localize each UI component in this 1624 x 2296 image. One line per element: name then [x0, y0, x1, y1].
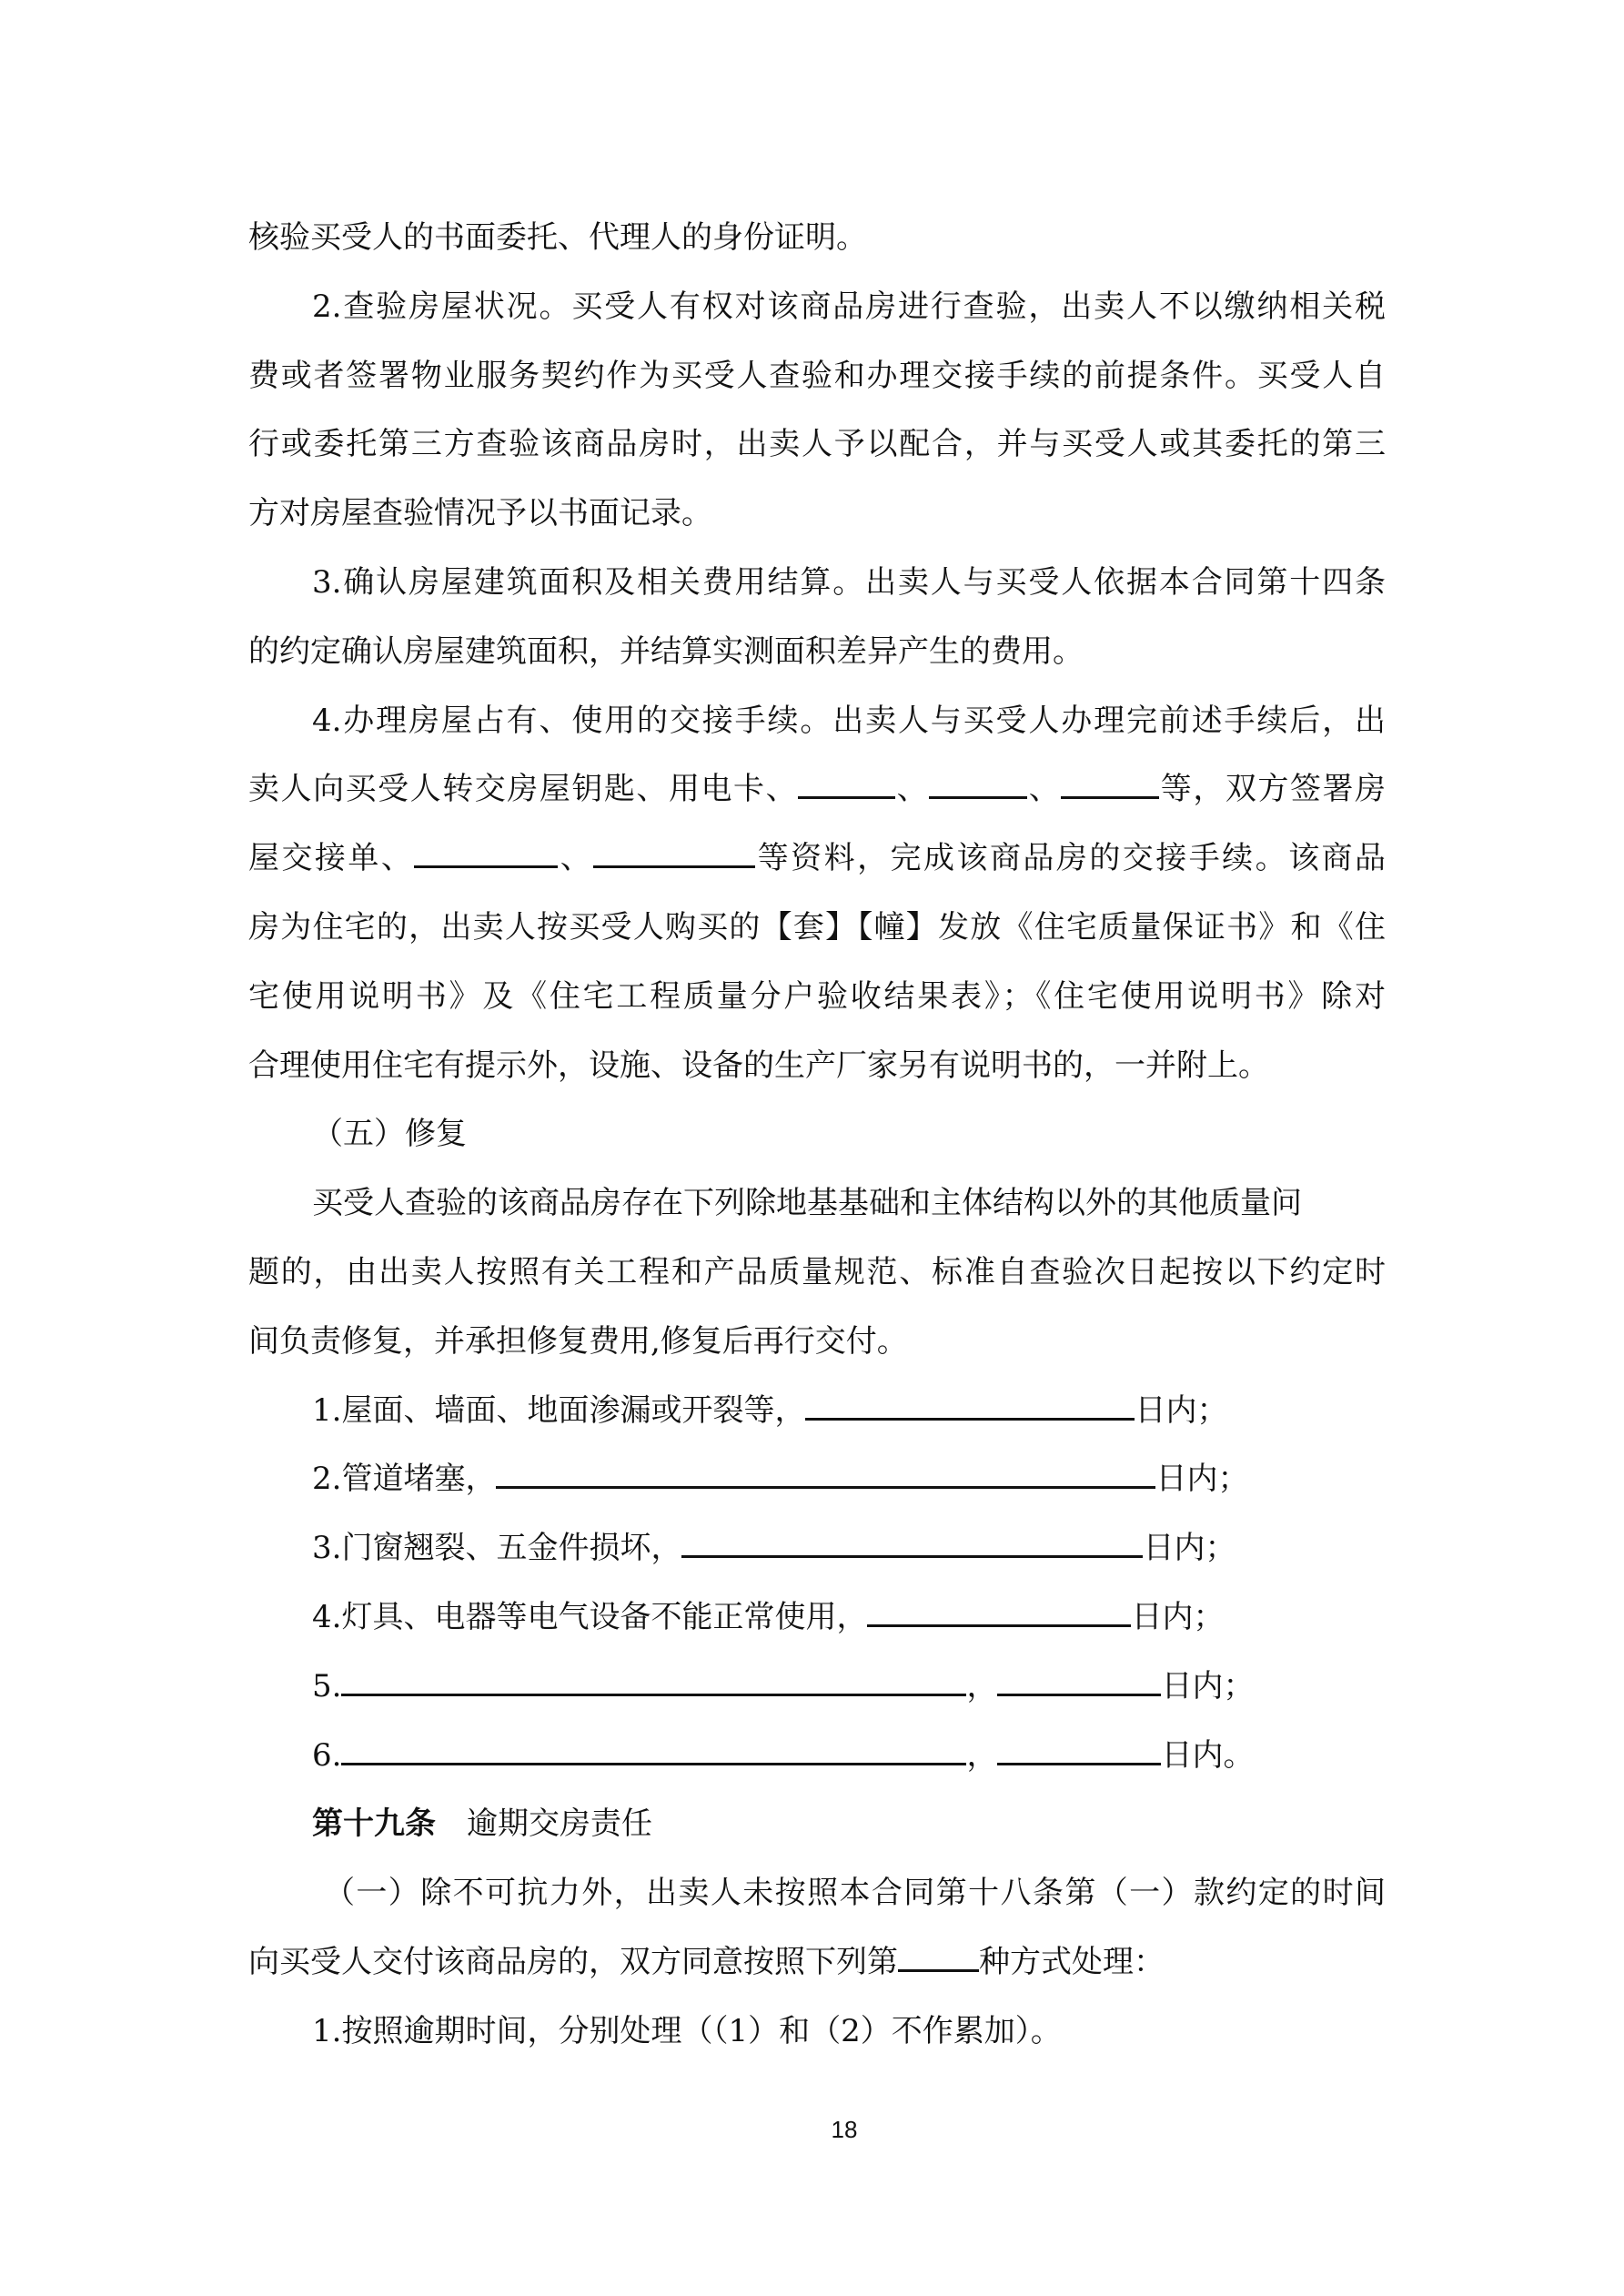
text-segment: 2.管道堵塞， — [312, 1461, 497, 1498]
text-segment: 合理使用住宅有提示外，设施、设备的生产厂家另有说明书的，一并附上。 — [248, 1047, 1269, 1084]
fill-in-blank[interactable] — [414, 836, 558, 868]
text-segment: 费或者签署物业服务契约作为买受人查验和办理交接手续的前提条件。买受人自 — [248, 357, 1386, 394]
text-segment: 卖人向买受人转交房屋钥匙、用电卡、 — [248, 771, 799, 808]
text-segment: 日内； — [1135, 1391, 1228, 1429]
text-line — [312, 1444, 1386, 1513]
text-segment: 向买受人交付该商品房的，双方同意按照下列第 — [248, 1944, 898, 1980]
text-segment: 、 — [558, 840, 594, 877]
article-number: 第十九条 — [312, 1805, 436, 1843]
text-line — [248, 203, 1386, 272]
text-line — [324, 1858, 1386, 1927]
fill-in-blank[interactable] — [1061, 767, 1159, 799]
text-segment: 题的，由出卖人按照有关工程和产品质量规范、标准自查验次日起按以下约定时 — [248, 1254, 1386, 1290]
fill-in-blank[interactable] — [798, 767, 895, 799]
fill-in-blank[interactable] — [341, 1734, 966, 1765]
text-line — [312, 1583, 1386, 1652]
text-line — [248, 341, 1386, 410]
text-line — [312, 1652, 1386, 1721]
text-segment: （一）除不可抗力外，出卖人未按照本合同第十八条第（一）款约定的时间 — [324, 1875, 1386, 1912]
text-line — [312, 1376, 1386, 1445]
text-segment: 日内； — [1143, 1530, 1236, 1567]
text-segment: 间负责修复，并承担修复费用,修复后再行交付。 — [248, 1322, 908, 1360]
fill-in-blank[interactable] — [867, 1595, 1131, 1627]
text-segment: 3.门窗翘裂、五金件损坏， — [312, 1530, 682, 1567]
text-segment: 日内。 — [1161, 1736, 1255, 1774]
fill-in-blank[interactable] — [898, 1940, 979, 1972]
text-line — [248, 479, 1386, 548]
text-segment: 逾期交房责任 — [436, 1805, 652, 1843]
text-segment: 屋交接单、 — [248, 840, 415, 877]
text-line — [312, 1997, 1386, 2066]
text-segment: ， — [966, 1667, 998, 1704]
text-line — [248, 1307, 1386, 1376]
text-segment: 种方式处理： — [979, 1944, 1165, 1980]
fill-in-blank[interactable] — [805, 1389, 1135, 1421]
text-segment: （五）修复 — [312, 1116, 467, 1153]
page-number: 18 — [831, 2116, 858, 2143]
text-line — [248, 962, 1386, 1031]
text-segment: 4.办理房屋占有、使用的交接手续。出卖人与买受人办理完前述手续后，出 — [312, 702, 1386, 739]
fill-in-blank[interactable] — [496, 1457, 1155, 1489]
text-segment: 等资料，完成该商品房的交接手续。该商品 — [755, 840, 1387, 877]
text-line — [248, 824, 1386, 893]
text-line — [312, 272, 1386, 341]
fill-in-blank[interactable] — [593, 836, 755, 868]
text-segment: ， — [966, 1736, 998, 1774]
text-segment: 方对房屋查验情况予以书面记录。 — [248, 495, 712, 532]
text-segment: 、 — [1027, 771, 1062, 808]
text-segment: 日内； — [1161, 1667, 1255, 1704]
text-segment: 日内； — [1131, 1599, 1225, 1635]
text-line — [248, 617, 1386, 686]
text-segment: 2.查验房屋状况。买受人有权对该商品房进行查验，出卖人不以缴纳相关税 — [312, 288, 1386, 325]
text-line — [248, 893, 1386, 962]
text-line — [312, 1168, 1386, 1238]
fill-in-blank[interactable] — [341, 1664, 966, 1696]
text-line — [312, 1099, 1386, 1168]
text-segment: 6. — [312, 1736, 342, 1774]
text-segment: 4.灯具、电器等电气设备不能正常使用， — [312, 1599, 868, 1635]
text-line — [312, 1721, 1386, 1790]
text-segment: 1.屋面、墙面、地面渗漏或开裂等， — [312, 1391, 806, 1429]
text-line — [312, 686, 1386, 755]
text-segment: 日内； — [1155, 1461, 1249, 1498]
text-segment: 1.按照逾期时间，分别处理（（1）和（2）不作累加）。 — [312, 2012, 1062, 2049]
text-segment: 的约定确认房屋建筑面积，并结算实测面积差异产生的费用。 — [248, 632, 1084, 670]
text-segment: 3.确认房屋建筑面积及相关费用结算。出卖人与买受人依据本合同第十四条 — [312, 564, 1386, 601]
text-line — [248, 410, 1386, 479]
text-segment: 买受人查验的该商品房存在下列除地基基础和主体结构以外的其他质量问 — [312, 1185, 1302, 1222]
text-line — [248, 1927, 1386, 1997]
text-line — [312, 1513, 1386, 1583]
text-segment: 核验买受人的书面委托、代理人的身份证明。 — [248, 219, 867, 256]
text-segment: 、 — [895, 771, 930, 808]
text-segment: 房为住宅的，出卖人按买受人购买的【套】【幢】发放《住宅质量保证书》和《住 — [248, 909, 1386, 946]
text-line — [312, 548, 1386, 617]
text-line — [248, 1031, 1386, 1100]
fill-in-blank[interactable] — [929, 767, 1027, 799]
article-heading — [312, 1789, 1386, 1858]
text-line — [248, 754, 1386, 824]
fill-in-blank[interactable] — [997, 1734, 1161, 1765]
text-segment: 行或委托第三方查验该商品房时，出卖人予以配合，并与买受人或其委托的第三 — [248, 426, 1386, 463]
fill-in-blank[interactable] — [997, 1664, 1161, 1696]
text-segment: 等，双方签署房 — [1159, 771, 1387, 808]
text-segment: 5. — [312, 1667, 342, 1704]
text-segment: 宅使用说明书》及《住宅工程质量分户验收结果表》；《住宅使用说明书》除对 — [248, 977, 1386, 1015]
fill-in-blank[interactable] — [681, 1526, 1143, 1558]
text-line — [248, 1238, 1386, 1307]
